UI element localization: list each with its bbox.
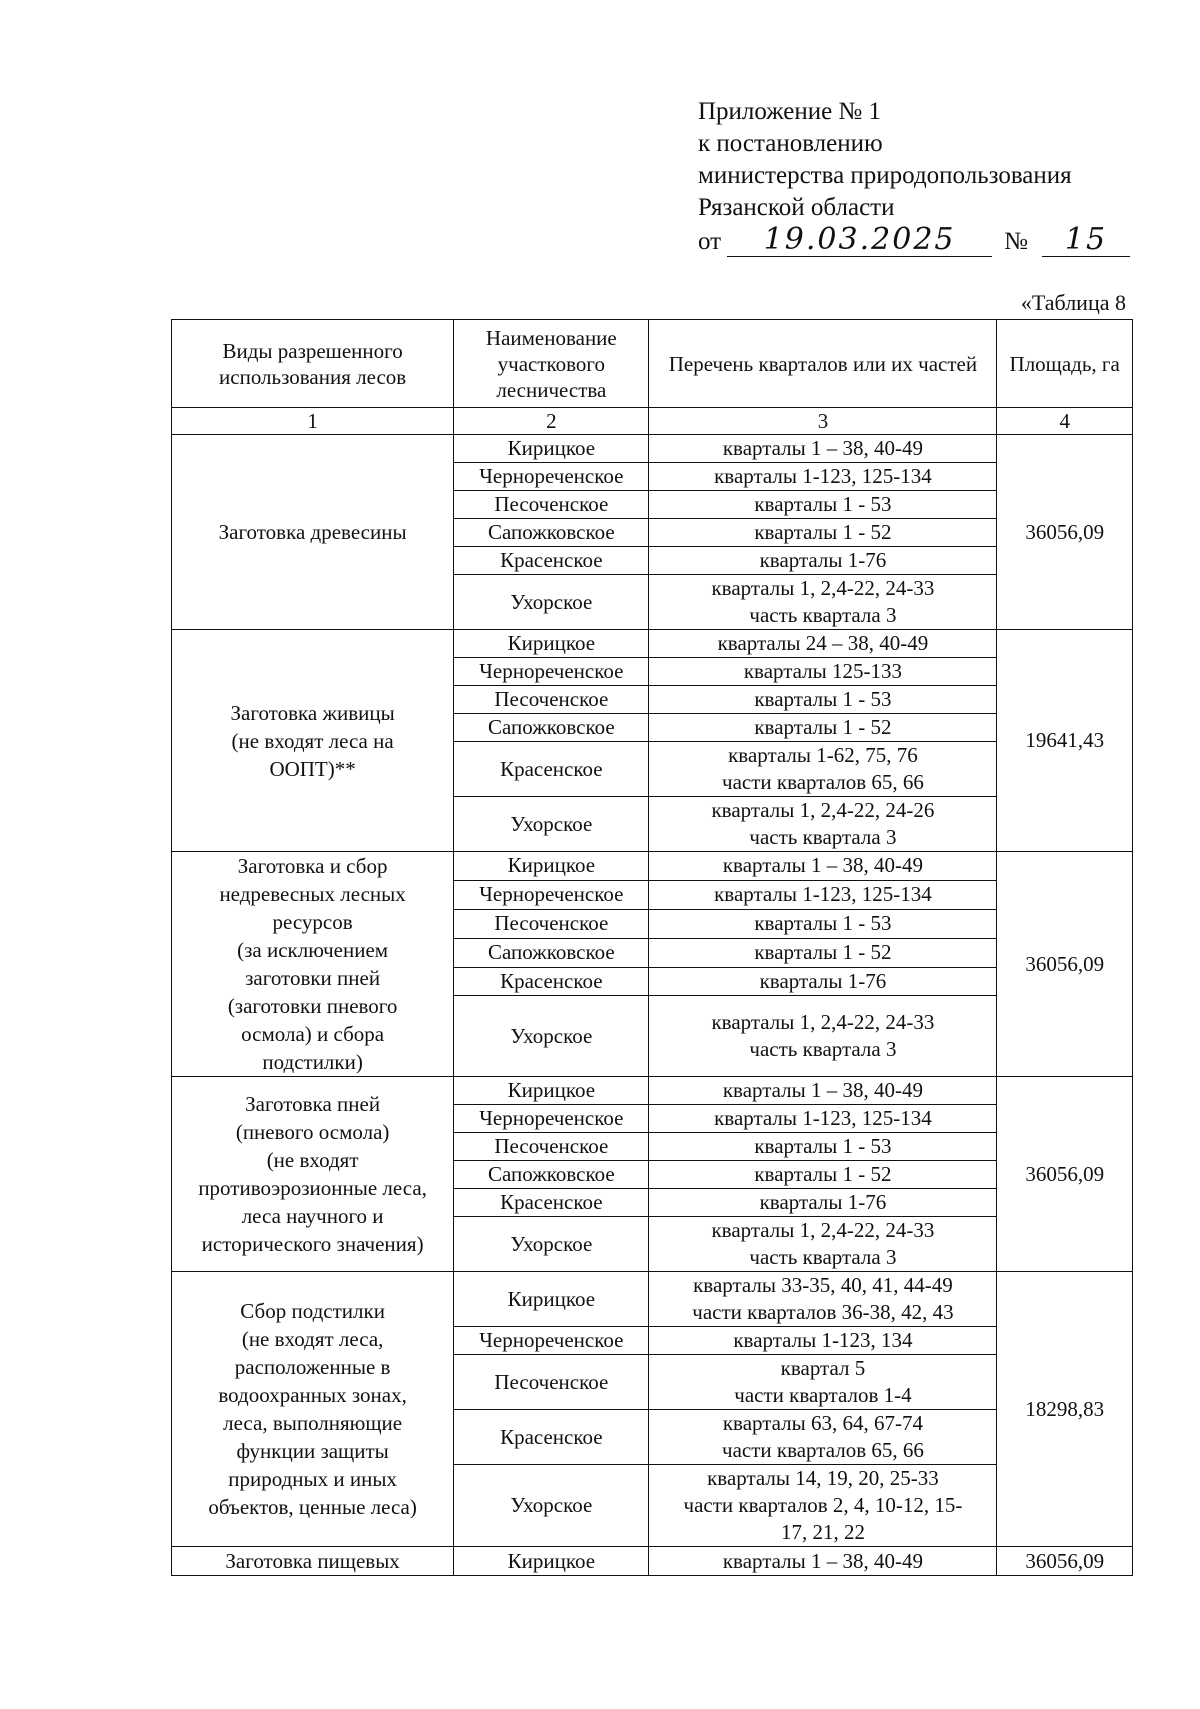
forestry-cell: Сапожковское: [454, 938, 649, 967]
forestry-cell: Кирицкое: [454, 435, 649, 463]
quarters-line: кварталы 1-76: [759, 969, 887, 993]
use-type-line: Сбор подстилки: [240, 1299, 385, 1323]
area-cell: 36056,09: [997, 852, 1133, 1077]
forest-use-table: [171, 319, 1133, 1576]
forestry-cell: Красенское: [454, 547, 649, 575]
header-use-type: Виды разрешенного использования лесов: [172, 320, 454, 408]
quarters-line: кварталы 1-123, 125-134: [714, 1106, 932, 1130]
table-row: [172, 852, 1133, 881]
quarters-line: кварталы 1-123, 125-134: [714, 882, 932, 907]
quarters-cell: [649, 1133, 997, 1161]
use-type-line: водоохранных зонах,: [218, 1383, 407, 1407]
forestry-cell: Кирицкое: [454, 1547, 649, 1576]
column-number: 1: [172, 408, 454, 435]
quarters-cell: [649, 435, 997, 463]
quarters-cell: [649, 938, 997, 967]
header-line-appendix: Приложение № 1: [698, 98, 882, 125]
quarters-line: кварталы 1 - 53: [754, 911, 892, 936]
use-type-line: заготовки пней: [245, 966, 381, 990]
quarters-line: части кварталов 1-4: [734, 1383, 912, 1407]
use-type-line: (не входят леса,: [241, 1327, 384, 1351]
table-body: [172, 435, 1133, 1576]
forestry-cell: Песоченское: [454, 686, 649, 714]
header-quarters: Перечень кварталов или их частей: [649, 320, 997, 408]
table-row: [172, 1547, 1133, 1576]
quarters-line: части кварталов 2, 4, 10-12, 15-: [683, 1493, 963, 1517]
table-caption: «Таблица 8: [1020, 290, 1126, 315]
use-type-line: (не входят леса на: [231, 728, 394, 753]
area-cell: 36056,09: [997, 1077, 1133, 1272]
forestry-cell: Песоченское: [454, 491, 649, 519]
use-type-line: природных и иных: [228, 1467, 397, 1491]
use-type-cell: [172, 852, 454, 1077]
forestry-cell: Чернореченское: [454, 658, 649, 686]
quarters-cell: [649, 519, 997, 547]
area-cell: 36056,09: [997, 1547, 1133, 1576]
header-area: Площадь, га: [997, 320, 1133, 408]
forestry-cell: Кирицкое: [454, 1272, 649, 1327]
use-type-cell: [172, 1077, 454, 1272]
area-cell: 36056,09: [997, 435, 1133, 630]
quarters-cell: [649, 1105, 997, 1133]
use-type-line: леса, выполняющие: [223, 1411, 403, 1435]
quarters-line: кварталы 63, 64, 67-74: [722, 1411, 924, 1435]
quarters-cell: [649, 1547, 997, 1576]
quarters-line: части кварталов 65, 66: [722, 1438, 924, 1462]
use-type-line: ресурсов: [272, 910, 353, 934]
forestry-cell: Чернореченское: [454, 880, 649, 909]
quarters-cell: [649, 575, 997, 630]
quarters-cell: [649, 1217, 997, 1272]
quarters-line: кварталы 1 - 52: [754, 520, 892, 544]
forestry-cell: Песоченское: [454, 909, 649, 938]
quarters-line: кварталы 1-123, 125-134: [714, 464, 932, 488]
quarters-line: кварталы 1 - 53: [754, 687, 892, 711]
quarters-cell: [649, 1189, 997, 1217]
quarters-cell: [649, 1272, 997, 1327]
quarters-line: кварталы 125-133: [743, 659, 903, 683]
quarters-cell: [649, 1410, 997, 1465]
column-number: 2: [454, 408, 649, 435]
quarters-line: кварталы 1, 2,4-22, 24-33: [711, 1218, 935, 1242]
quarters-cell: [649, 658, 997, 686]
quarters-cell: [649, 880, 997, 909]
quarters-cell: [649, 1465, 997, 1547]
quarters-line: квартал 5: [780, 1356, 866, 1380]
quarters-line: кварталы 1-76: [759, 548, 887, 572]
use-type-line: Заготовка живицы: [230, 700, 395, 725]
header-line-ministry: министерства природопользования: [698, 162, 1072, 189]
forestry-cell: Песоченское: [454, 1133, 649, 1161]
quarters-line: кварталы 1-123, 134: [733, 1328, 913, 1352]
use-type-cell: [172, 1272, 454, 1547]
quarters-cell: [649, 714, 997, 742]
quarters-cell: [649, 491, 997, 519]
quarters-line: 17, 21, 22: [780, 1520, 865, 1544]
quarters-cell: [649, 996, 997, 1077]
quarters-cell: [649, 742, 997, 797]
table-row: [172, 1077, 1133, 1105]
quarters-line: кварталы 1-76: [759, 1190, 887, 1214]
forestry-cell: Кирицкое: [454, 852, 649, 881]
quarters-cell: [649, 909, 997, 938]
table-row: [172, 435, 1133, 463]
table-row: [172, 1272, 1133, 1327]
quarters-cell: [649, 852, 997, 881]
use-type-line: Заготовка пищевых: [225, 1549, 400, 1573]
use-type-line: Заготовка пней: [245, 1092, 381, 1116]
use-type-line: осмола) и сбора: [241, 1022, 385, 1046]
forestry-cell: Сапожковское: [454, 714, 649, 742]
quarters-cell: [649, 1161, 997, 1189]
use-type-cell: [172, 630, 454, 852]
use-type-cell: [172, 1547, 454, 1576]
use-type-cell: [172, 435, 454, 630]
handwritten-number: 15: [1042, 224, 1130, 257]
use-type-line: функции защиты: [236, 1439, 389, 1463]
forestry-cell: Красенское: [454, 742, 649, 797]
table-header-row: [172, 320, 1133, 408]
forestry-cell: Ухорское: [454, 1465, 649, 1547]
quarters-line: кварталы 1, 2,4-22, 24-33: [711, 576, 935, 600]
use-type-line: ООПТ)**: [269, 756, 356, 781]
forestry-cell: Сапожковское: [454, 519, 649, 547]
forestry-cell: Ухорское: [454, 575, 649, 630]
quarters-line: кварталы 1, 2,4-22, 24-26: [711, 798, 935, 822]
forestry-cell: Песоченское: [454, 1355, 649, 1410]
quarters-line: кварталы 1 – 38, 40-49: [722, 1078, 924, 1102]
quarters-cell: [649, 1327, 997, 1355]
header-line-date-number: [698, 224, 1130, 258]
quarters-cell: [649, 547, 997, 575]
quarters-cell: [649, 797, 997, 852]
header-line-region: Рязанской области: [698, 194, 895, 221]
use-type-line: объектов, ценные леса): [208, 1495, 417, 1519]
quarters-line: части кварталов 36-38, 42, 43: [692, 1300, 954, 1324]
use-type-line: леса научного и: [241, 1204, 384, 1228]
quarters-cell: [649, 1077, 997, 1105]
forestry-cell: Красенское: [454, 967, 649, 996]
use-type-line: исторического значения): [201, 1232, 424, 1256]
forestry-cell: Чернореченское: [454, 1105, 649, 1133]
forestry-cell: Чернореченское: [454, 1327, 649, 1355]
use-type-line: подстилки): [262, 1050, 363, 1074]
quarters-line: часть квартала 3: [749, 1037, 897, 1062]
quarters-cell: [649, 463, 997, 491]
quarters-line: часть квартала 3: [749, 1245, 897, 1269]
quarters-cell: [649, 686, 997, 714]
area-cell: 19641,43: [997, 630, 1133, 852]
forestry-cell: Ухорское: [454, 797, 649, 852]
column-number: 3: [649, 408, 997, 435]
quarters-cell: [649, 1355, 997, 1410]
use-type-line: (не входят: [266, 1148, 359, 1172]
use-type-line: (заготовки пневого: [227, 994, 398, 1018]
quarters-line: части кварталов 65, 66: [722, 770, 924, 794]
forestry-cell: Ухорское: [454, 996, 649, 1077]
quarters-cell: [649, 630, 997, 658]
forestry-cell: Кирицкое: [454, 1077, 649, 1105]
quarters-line: часть квартала 3: [749, 603, 897, 627]
header-line-resolution: к постановлению: [698, 130, 883, 157]
date-prefix: от: [698, 228, 722, 255]
use-type-line: недревесных лесных: [219, 882, 406, 906]
quarters-line: часть квартала 3: [749, 825, 897, 849]
quarters-line: кварталы 1 – 38, 40-49: [722, 1548, 924, 1573]
quarters-line: кварталы 1 – 38, 40-49: [722, 436, 924, 460]
quarters-line: кварталы 24 – 38, 40-49: [717, 631, 929, 655]
handwritten-date: 19.03.2025: [727, 224, 992, 257]
quarters-line: кварталы 1 - 52: [754, 1162, 892, 1186]
quarters-line: кварталы 14, 19, 20, 25-33: [707, 1466, 939, 1490]
forestry-cell: Чернореченское: [454, 463, 649, 491]
number-label: №: [1004, 228, 1028, 255]
area-cell: 18298,83: [997, 1272, 1133, 1547]
table-row: [172, 630, 1133, 658]
quarters-line: кварталы 1 - 52: [754, 940, 892, 965]
quarters-line: кварталы 1, 2,4-22, 24-33: [711, 1010, 935, 1035]
forestry-cell: Кирицкое: [454, 630, 649, 658]
use-type-line: противоэрозионные леса,: [198, 1176, 427, 1200]
use-type-line: (пневого осмола): [235, 1120, 390, 1144]
column-number-row: [172, 408, 1133, 435]
forestry-cell: Ухорское: [454, 1217, 649, 1272]
quarters-line: кварталы 1 – 38, 40-49: [722, 853, 924, 878]
use-type-line: Заготовка и сбор: [237, 854, 388, 878]
quarters-line: кварталы 1 - 53: [754, 492, 892, 516]
forestry-cell: Красенское: [454, 1410, 649, 1465]
quarters-line: кварталы 1 - 52: [754, 715, 892, 739]
quarters-line: кварталы 1-62, 75, 76: [728, 743, 918, 767]
quarters-cell: [649, 967, 997, 996]
forestry-cell: Сапожковское: [454, 1161, 649, 1189]
quarters-line: кварталы 33-35, 40, 41, 44-49: [693, 1273, 953, 1297]
quarters-line: кварталы 1 - 53: [754, 1134, 892, 1158]
document-header: [698, 96, 1130, 258]
use-type-line: (за исключением: [237, 938, 389, 962]
header-forestry: Наименование участкового лесничества: [454, 320, 649, 408]
use-type-line: Заготовка древесины: [218, 520, 407, 544]
forestry-cell: Красенское: [454, 1189, 649, 1217]
use-type-line: расположенные в: [234, 1355, 391, 1379]
column-number: 4: [997, 408, 1133, 435]
